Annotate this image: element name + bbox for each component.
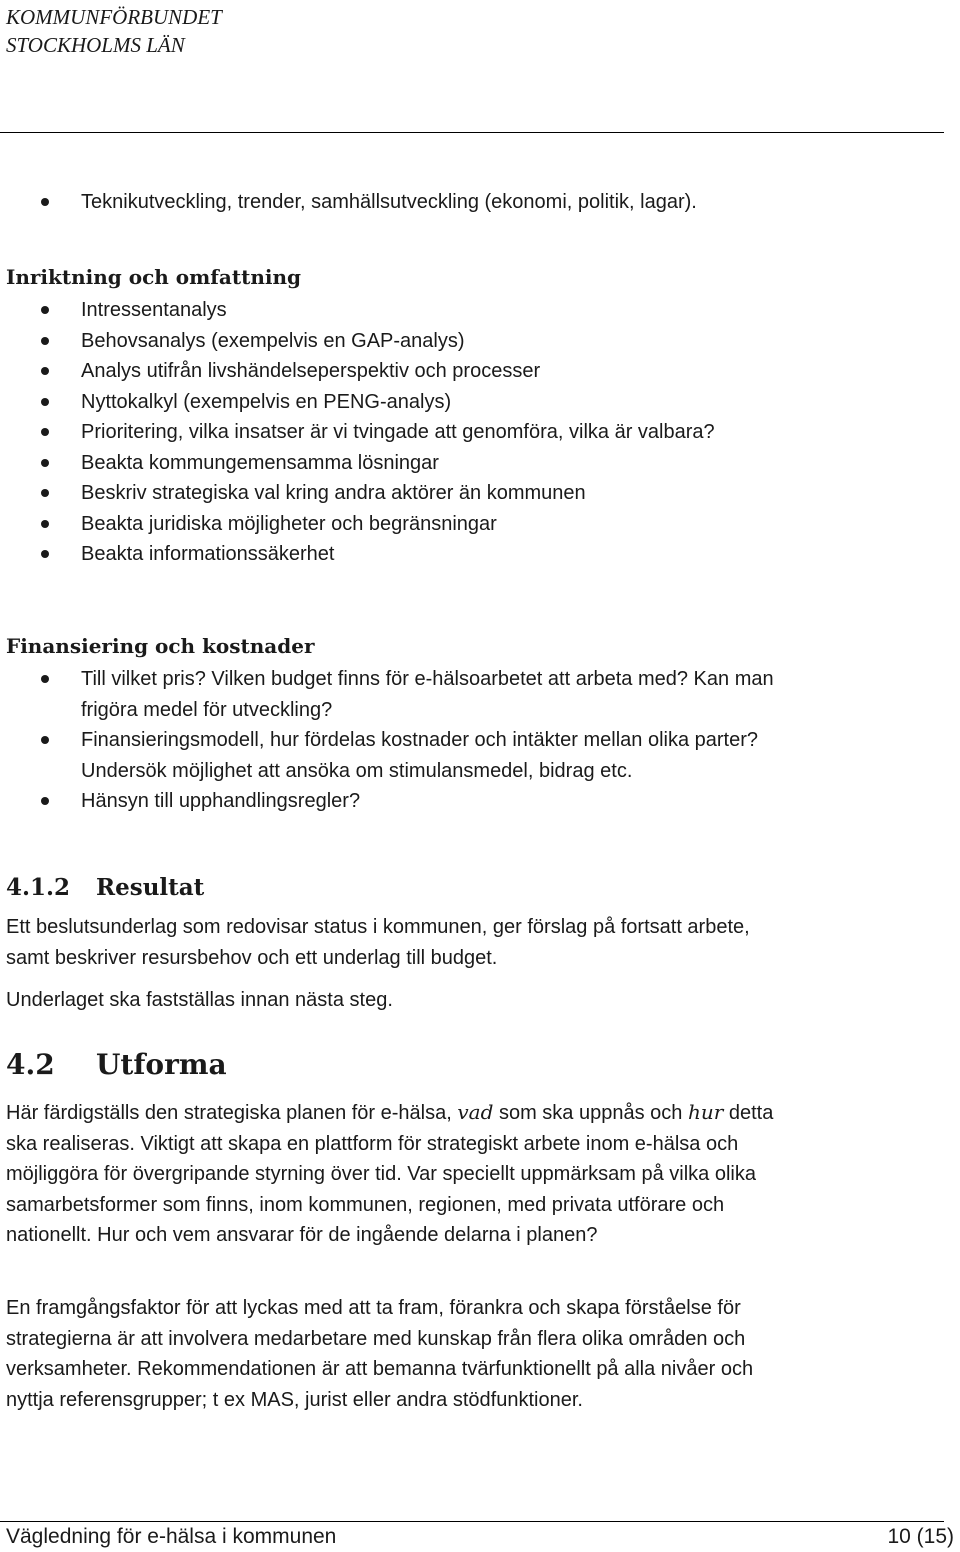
section-heading-resultat xyxy=(6,872,204,904)
list-item: Finansieringsmodell, hur fördelas kostnader och intäkter mellan olika parter? Undersök möjlighet att ansöka om stimulansmedel, bidrag etc. xyxy=(0,725,781,786)
bullet-icon xyxy=(41,428,49,436)
list-item: Beskriv strategiska val kring andra aktörer än kommunen xyxy=(0,478,781,509)
utforma-paragraph-2: En framgångsfaktor för att lyckas med att ta fram, förankra och skapa förståelse för strategierna är att involvera medarbetare med kunskap från flera olika områden och verksamheter. Rekommendationen är att bemanna tvärfunktionellt på alla nivåer och nyttja referensgrupper; t ex MAS, jurist eller andra stödfunktioner. xyxy=(6,1297,754,1411)
section-heading-utforma xyxy=(6,1046,227,1084)
resultat-paragraph-2: Underlaget ska fastställas innan nästa steg. xyxy=(6,989,393,1011)
list-item: Beakta kommungemensamma lösningar xyxy=(0,448,781,479)
bullet-icon xyxy=(41,550,49,558)
list-item: Beakta informationssäkerhet xyxy=(0,539,781,570)
bullet-icon xyxy=(41,306,49,314)
header-divider xyxy=(0,132,944,133)
utforma-paragraph-1: Här färdigställs den strategiska planen för e-hälsa, vad som ska uppnås och hur detta ska realiseras. Viktigt att skapa en plattform för strategiskt arbete inom e-hälsa och möjliggöra för övergripande styrning över tid. Var speciellt uppmärksam på vilka olika samarbetsformer som finns, inom kommunen, regionen, med privata utförare och nationellt. Hur och vem ansvarar för de ingående delarna i planen? xyxy=(6,1100,774,1246)
resultat-paragraph-1: Ett beslutsunderlag som redovisar status i kommunen, ger förslag på fortsatt arbete, samt beskriver resursbehov och ett underlag till budget. xyxy=(6,916,750,969)
bullet-icon xyxy=(41,797,49,805)
footer-document-title: Vägledning för e-hälsa i kommunen xyxy=(6,1525,337,1548)
bullet-icon xyxy=(41,489,49,497)
bullet-icon xyxy=(41,736,49,744)
bullet-icon xyxy=(41,198,49,206)
footer-page-number: 10 (15) xyxy=(887,1525,954,1548)
org-name-line1: KOMMUNFÖRBUNDET xyxy=(6,5,222,29)
section-number: 4.1.2 xyxy=(6,874,71,901)
org-name-line2: STOCKHOLMS LÄN xyxy=(6,33,185,57)
list-item: Behovsanalys (exempelvis en GAP-analys) xyxy=(0,326,781,357)
emphasis-vad: vad xyxy=(457,1100,494,1124)
bullet-icon xyxy=(41,459,49,467)
list-item: Teknikutveckling, trender, samhällsutveckling (ekonomi, politik, lagar). xyxy=(0,187,781,218)
emphasis-hur: hur xyxy=(687,1100,724,1124)
finansiering-bullet-list xyxy=(0,664,781,817)
section-number: 4.2 xyxy=(6,1048,55,1081)
list-item: Prioritering, vilka insatser är vi tvingade att genomföra, vilka är valbara? xyxy=(0,417,781,448)
section-title: Utforma xyxy=(96,1048,227,1081)
organization-logo-text xyxy=(6,3,222,59)
list-item: Hänsyn till upphandlingsregler? xyxy=(0,786,781,817)
list-item: Intressentanalys xyxy=(0,295,781,326)
section-heading-inriktning: Inriktning och omfattning xyxy=(6,265,301,289)
inriktning-bullet-list xyxy=(0,295,781,570)
bullet-icon xyxy=(41,520,49,528)
bullet-icon xyxy=(41,337,49,345)
section-heading-finansiering: Finansiering och kostnader xyxy=(6,634,315,658)
list-item: Beakta juridiska möjligheter och begränsningar xyxy=(0,509,781,540)
list-item: Analys utifrån livshändelseperspektiv och processer xyxy=(0,356,781,387)
section-title: Resultat xyxy=(96,874,205,901)
bullet-icon xyxy=(41,675,49,683)
intro-bullet-list xyxy=(0,187,781,218)
bullet-icon xyxy=(41,398,49,406)
list-item: Till vilket pris? Vilken budget finns för e-hälsoarbetet att arbeta med? Kan man frigöra medel för utveckling? xyxy=(0,664,781,725)
list-item: Nyttokalkyl (exempelvis en PENG-analys) xyxy=(0,387,781,418)
bullet-icon xyxy=(41,367,49,375)
